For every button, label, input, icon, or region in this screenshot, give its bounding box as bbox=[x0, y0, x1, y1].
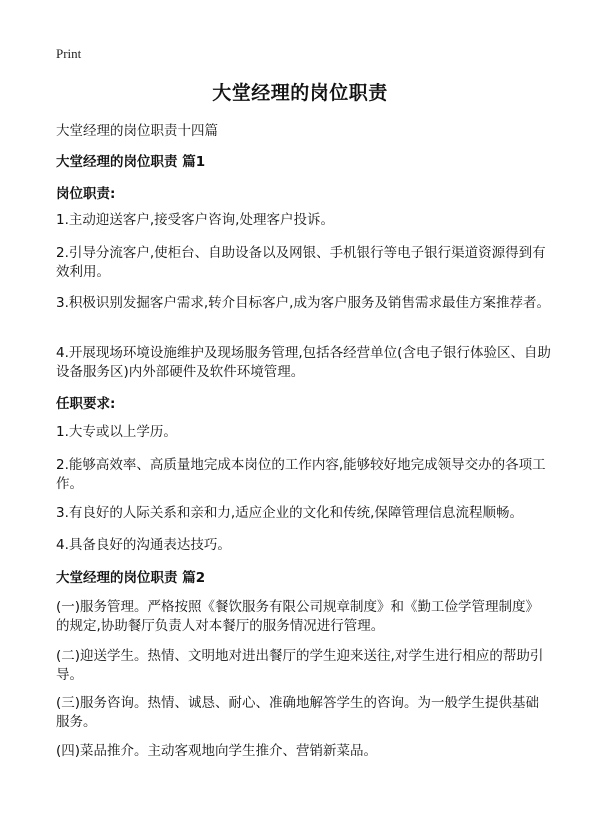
section-heading-1: 大堂经理的岗位职责 篇1 bbox=[56, 154, 206, 170]
service-item-2: (二)迎送学生。热情、文明地对进出餐厅的学生迎来送往,对学生进行相应的帮助引导。 bbox=[56, 648, 544, 683]
requirement-item-2: 2.能够高效率、高质量地完成本岗位的工作内容,能够较好地完成领导交办的各项工作。 bbox=[56, 457, 546, 492]
duties-heading: 岗位职责: bbox=[56, 186, 116, 202]
service-item-3: (三)服务咨询。热情、诚恳、耐心、准确地解答学生的咨询。为一般学生提供基础服务。 bbox=[56, 695, 540, 730]
section-heading-2: 大堂经理的岗位职责 篇2 bbox=[56, 570, 206, 586]
document-subtitle: 大堂经理的岗位职责十四篇 bbox=[56, 123, 218, 139]
service-item-4: (四)菜品推介。主动客观地向学生推介、营销新菜品。 bbox=[56, 743, 378, 759]
requirements-heading: 任职要求: bbox=[56, 396, 116, 412]
duty-item-3: 3.积极识别发掘客户需求,转介目标客户,成为客户服务及销售需求最佳方案推荐者。 bbox=[56, 295, 550, 311]
duty-item-1: 1.主动迎送客户,接受客户咨询,处理客户投诉。 bbox=[56, 212, 334, 228]
requirement-item-4: 4.具备良好的沟通表达技巧。 bbox=[56, 537, 231, 553]
requirement-item-1: 1.大专或以上学历。 bbox=[56, 424, 177, 440]
page-title: 大堂经理的岗位职责 bbox=[212, 82, 388, 104]
service-item-1: (一)服务管理。严格按照《餐饮服务有限公司规章制度》和《勤工俭学管理制度》的规定,协助餐厅负责人对本餐厅的服务情况进行管理。 bbox=[56, 599, 540, 634]
duty-item-4: 4.开展现场环境设施维护及现场服务管理,包括各经营单位(含电子银行体验区、自助设备服务区)内外部硬件及软件环境管理。 bbox=[56, 345, 551, 380]
print-link[interactable]: Print bbox=[56, 46, 82, 61]
duty-item-2: 2.引导分流客户,使柜台、自助设备以及网银、手机银行等电子银行渠道资源得到有效利用。 bbox=[56, 245, 546, 280]
requirement-item-3: 3.有良好的人际关系和亲和力,适应企业的文化和传统,保障管理信息流程顺畅。 bbox=[56, 505, 523, 521]
